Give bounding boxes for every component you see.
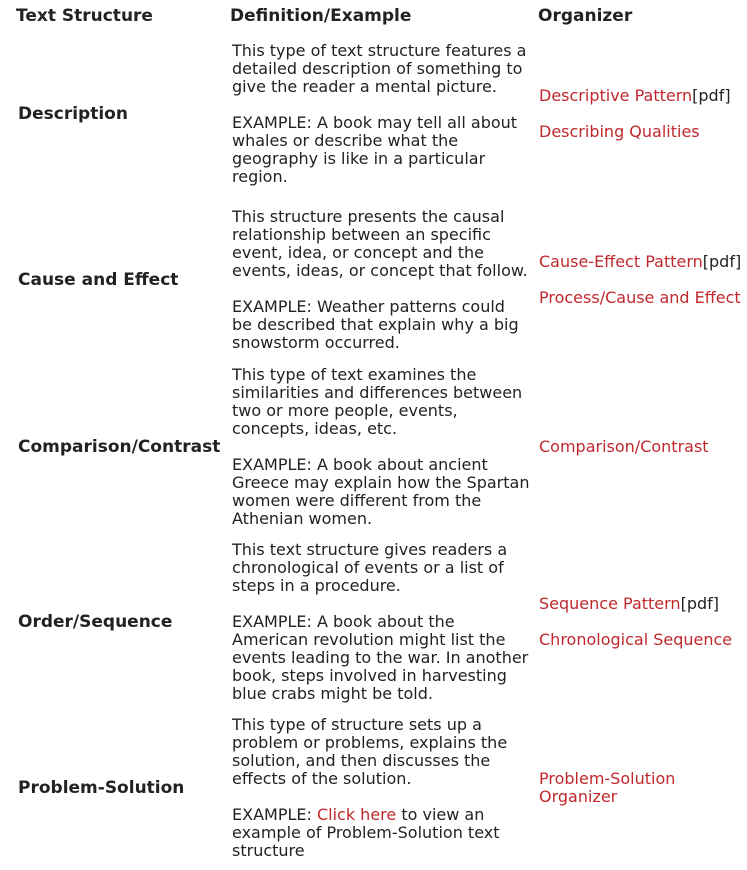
organizer-entry bbox=[539, 631, 745, 649]
example-text: EXAMPLE: Weather patterns could be described that explain why a big snowstorm occurred. bbox=[232, 297, 519, 352]
structure-name: Cause and Effect bbox=[18, 270, 179, 290]
organizer-entry bbox=[539, 253, 745, 271]
structure-name: Problem-Solution bbox=[18, 778, 185, 798]
example-prefix: EXAMPLE: bbox=[232, 805, 317, 824]
describing-qualities-link[interactable]: Describing Qualities bbox=[539, 122, 700, 141]
organizer-entry bbox=[539, 123, 745, 141]
header-organizer: Organizer bbox=[538, 6, 633, 26]
definition-text: This type of text structure features a detailed description of something to give the reader a mental picture. bbox=[232, 41, 527, 96]
organizer-cell bbox=[534, 363, 747, 531]
cause-effect-pattern-link[interactable]: Cause-Effect Pattern bbox=[539, 252, 703, 271]
header-definition-example: Definition/Example bbox=[230, 6, 412, 26]
definition-text: This structure presents the causal relationship between an specific event, idea, or concept and the events, ideas, or concept that follow. bbox=[232, 207, 528, 280]
header-text-structure: Text Structure bbox=[16, 6, 153, 26]
definition-text: This text structure gives readers a chronological of events or a list of steps in a procedure. bbox=[232, 540, 508, 595]
pdf-label: [pdf] bbox=[680, 594, 720, 613]
example-text: EXAMPLE: A book may tell all about whales or describe what the geography is like in a particular region. bbox=[232, 113, 518, 186]
definition-text: This type of structure sets up a problem or problems, explains the solution, and then discusses the effects of the solution. bbox=[232, 715, 508, 788]
table-row-cause-and-effect bbox=[0, 197, 747, 363]
organizer-cell bbox=[534, 713, 747, 863]
example-text bbox=[232, 806, 530, 860]
pdf-label: [pdf] bbox=[702, 252, 742, 271]
descriptive-pattern-link[interactable]: Descriptive Pattern bbox=[539, 86, 693, 105]
structure-name: Order/Sequence bbox=[18, 612, 173, 632]
definition-cell bbox=[228, 531, 534, 713]
click-here-link[interactable]: Click here bbox=[316, 805, 397, 824]
chronological-sequence-link[interactable]: Chronological Sequence bbox=[539, 630, 733, 649]
comparison-contrast-link[interactable]: Comparison/Contrast bbox=[539, 437, 709, 456]
structure-name: Comparison/Contrast bbox=[18, 437, 221, 457]
table-row-problem-solution bbox=[0, 713, 747, 863]
definition-cell bbox=[228, 363, 534, 531]
process-cause-effect-link[interactable]: Process/Cause and Effect bbox=[539, 288, 741, 307]
organizer-cell bbox=[534, 197, 747, 363]
organizer-entry bbox=[539, 770, 745, 806]
definition-cell bbox=[228, 197, 534, 363]
organizer-cell bbox=[534, 31, 747, 197]
definition-cell bbox=[228, 713, 534, 863]
organizer-entry bbox=[539, 87, 745, 105]
sequence-pattern-link[interactable]: Sequence Pattern bbox=[539, 594, 681, 613]
organizer-cell bbox=[534, 531, 747, 713]
organizer-entry bbox=[539, 595, 745, 613]
organizer-entry bbox=[539, 289, 745, 307]
structure-name: Description bbox=[18, 104, 128, 124]
definition-cell bbox=[228, 31, 534, 197]
organizer-entry bbox=[539, 438, 745, 456]
problem-solution-organizer-link[interactable]: Problem-Solution Organizer bbox=[539, 769, 676, 806]
example-text: EXAMPLE: A book about ancient Greece may explain how the Spartan women were different from the Athenian women. bbox=[232, 455, 530, 528]
definition-text: This type of text examines the similarities and differences between two or more people, events, concepts, ideas, etc. bbox=[232, 365, 523, 438]
pdf-label: [pdf] bbox=[692, 86, 731, 105]
table-row-comparison-contrast bbox=[0, 363, 747, 531]
table-row-description bbox=[0, 31, 747, 197]
header-row bbox=[0, 0, 747, 31]
table-row-order-sequence bbox=[0, 531, 747, 713]
example-suffix: to view an example of Problem-Solution text structure bbox=[232, 805, 500, 860]
example-text: EXAMPLE: A book about the American revolution might list the events leading to the war. In another book, steps involved in harvesting blue crabs might be told. bbox=[232, 612, 529, 703]
